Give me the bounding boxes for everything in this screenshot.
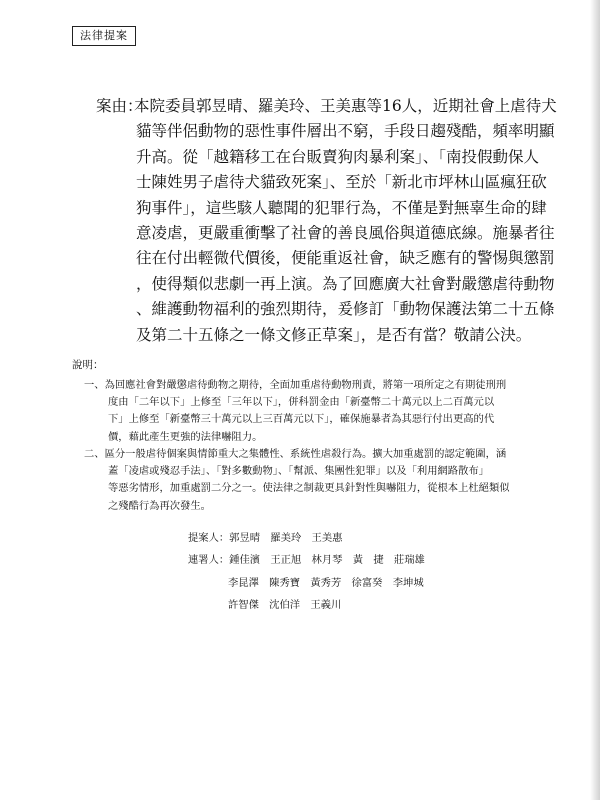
note-line: 下」上修至「新臺幣三十萬元以上三百萬元以下」，確保施暴者為其惡行付出更高的代: [108, 413, 495, 426]
case-line: 升高。從「越籍移工在台販賣狗肉暴利案」、「南投假動保人: [136, 147, 540, 166]
case-line: 及第二十五條之一條文修正草案」，是否有當？敬請公決。: [136, 325, 532, 344]
note-item-1: [84, 377, 524, 446]
cosigner-line: 連署人：鍾佳濱 王正旭 林月琴 黃 捷 莊瑞雄: [188, 554, 425, 566]
note-line: 二、區分一般虐待個案與情節重大之集體性、系統性虐殺行為。擴大加重處罰的認定範圍，涵: [84, 448, 507, 460]
note-line: 蓋「凌虐或殘忍手法」、「對多數動物」、「幫派、集團性犯罪」以及「利用網路散布」: [108, 465, 489, 478]
case-line: 、維護動物福利的強烈期待，爰修訂「動物保護法第二十五條: [136, 300, 555, 319]
case-line: 意凌虐，更嚴重衝擊了社會的善良風俗與道德底線。施暴者往: [136, 224, 555, 243]
case-line: 狗事件」，這些駭人聽聞的犯罪行為，不僅是對無辜生命的肆: [136, 198, 547, 217]
case-summary: [96, 94, 557, 348]
case-line: 案由：本院委員郭昱晴、羅美玲、王美惠等16人，近期社會上虐待犬: [96, 94, 516, 119]
note-item-2: [84, 446, 524, 515]
note-line: 度由「二年以下」上修至「三年以下」，併科罰金由「新臺幣二十萬元以上二百萬元以: [108, 396, 495, 409]
note-line: 等惡劣情形，加重處罰二分之一。使法律之制裁更具針對性與嚇阻力，從根本上杜絕類似: [108, 482, 510, 495]
case-line: 士陳姓男子虐待犬貓致死案」、至於「新北市坪林山區瘋狂砍: [136, 173, 547, 192]
cosigner-line: 許智傑 沈伯洋 王義川: [228, 599, 342, 611]
cosigner-line: 李昆澤 陳秀寶 黃秀芳 徐富癸 李坤城: [228, 577, 424, 589]
proposer-line: 提案人：郭昱晴 羅美玲 王美惠: [188, 532, 343, 544]
notes-title: 說明：: [72, 359, 104, 371]
document-type-tag: 法律提案: [72, 26, 136, 46]
page-edge-shadow: [590, 0, 600, 800]
case-label: 案由：: [96, 97, 143, 115]
note-line: 一、為回應社會對嚴懲虐待動物之期待，全面加重虐待動物刑責，將第一項所定之有期徒刑刑: [84, 379, 507, 391]
case-line: 貓等伴侶動物的惡性事件層出不窮，手段日趨殘酷，頻率明顯: [136, 122, 555, 141]
case-line: ，使得類似悲劇一再上演。為了回應廣大社會對嚴懲虐待動物: [136, 274, 555, 293]
note-line: 價，藉此產生更強的法律嚇阻力。: [108, 430, 263, 443]
case-line: 往在付出輕微代價後，便能重返社會，缺乏應有的警惕與懲罰: [136, 249, 555, 268]
note-line: 之殘酷行為再次發生。: [108, 499, 211, 512]
